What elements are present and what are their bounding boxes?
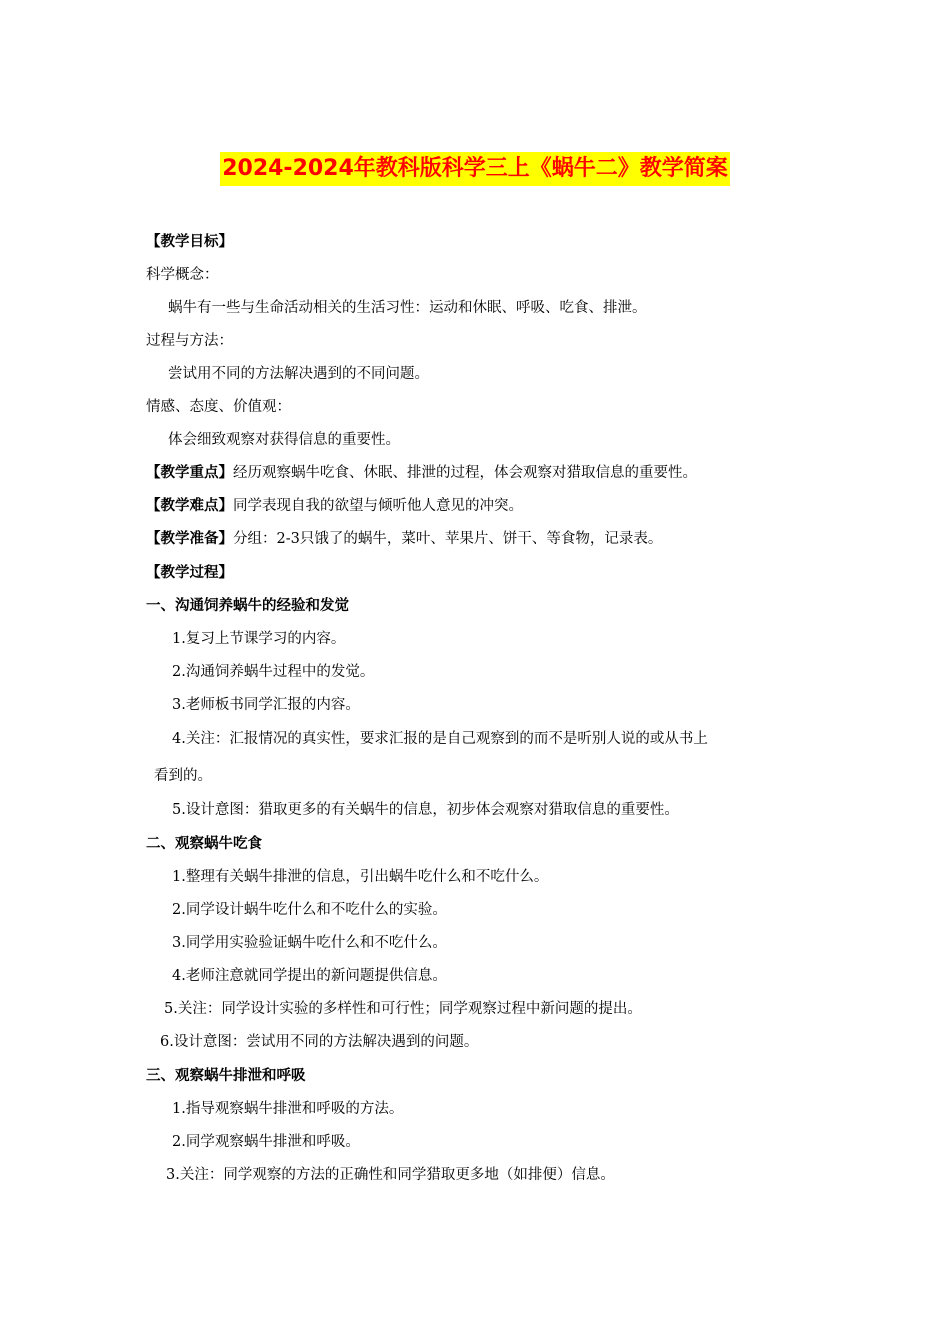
list-item: 1.复习上节课学习的内容。 bbox=[172, 631, 346, 647]
list-item: 4.关注：汇报情况的真实性，要求汇报的是自己观察到的而不是听别人说的或从书上 bbox=[172, 731, 708, 747]
method-text: 尝试用不同的方法解决遇到的不同问题。 bbox=[168, 366, 429, 382]
concept-label: 科学概念： bbox=[146, 267, 219, 283]
section1-heading: 一、沟通饲养蜗牛的经验和发觉 bbox=[146, 598, 349, 614]
key-point-text: 经历观察蜗牛吃食、休眠、排泄的过程，体会观察对猎取信息的重要性。 bbox=[233, 465, 697, 481]
concept-text: 蜗牛有一些与生命活动相关的生活习性：运动和休眠、呼吸、吃食、排泄。 bbox=[168, 300, 647, 316]
process-heading: 【教学过程】 bbox=[146, 565, 233, 581]
list-item: 2.同学设计蜗牛吃什么和不吃什么的实验。 bbox=[172, 902, 447, 918]
section2-heading: 二、观察蜗牛吃食 bbox=[146, 836, 262, 852]
key-point-label: 【教学重点】 bbox=[146, 465, 233, 481]
difficulty-label: 【教学难点】 bbox=[146, 498, 233, 514]
method-label: 过程与方法： bbox=[146, 333, 233, 349]
list-item: 5.设计意图：猎取更多的有关蜗牛的信息，初步体会观察对猎取信息的重要性。 bbox=[172, 802, 679, 818]
attitude-label: 情感、态度、价值观： bbox=[146, 399, 291, 415]
preparation-line bbox=[146, 529, 662, 549]
list-item: 2.沟通饲养蜗牛过程中的发觉。 bbox=[172, 664, 375, 680]
list-item: 看到的。 bbox=[154, 768, 212, 784]
list-item: 3.老师板书同学汇报的内容。 bbox=[172, 697, 360, 713]
attitude-text: 体会细致观察对获得信息的重要性。 bbox=[168, 432, 400, 448]
goals-heading: 【教学目标】 bbox=[146, 234, 233, 250]
list-item: 6.设计意图：尝试用不同的方法解决遇到的问题。 bbox=[160, 1034, 479, 1050]
list-item: 1.指导观察蜗牛排泄和呼吸的方法。 bbox=[172, 1101, 404, 1117]
list-item: 5.关注：同学设计实验的多样性和可行性；同学观察过程中新问题的提出。 bbox=[164, 1001, 642, 1017]
document-title: 2024-2024年教科版科学三上《蜗牛二》教学简案 bbox=[220, 152, 730, 186]
preparation-label: 【教学准备】 bbox=[146, 531, 233, 547]
title-container bbox=[0, 152, 950, 186]
list-item: 1.整理有关蜗牛排泄的信息，引出蜗牛吃什么和不吃什么。 bbox=[172, 869, 549, 885]
section3-heading: 三、观察蜗牛排泄和呼吸 bbox=[146, 1068, 306, 1084]
key-point-line bbox=[146, 463, 697, 483]
list-item: 4.老师注意就同学提出的新问题提供信息。 bbox=[172, 968, 447, 984]
difficulty-text: 同学表现自我的欲望与倾听他人意见的冲突。 bbox=[233, 498, 523, 514]
list-item: 2.同学观察蜗牛排泄和呼吸。 bbox=[172, 1134, 360, 1150]
list-item: 3.同学用实验验证蜗牛吃什么和不吃什么。 bbox=[172, 935, 447, 951]
list-item: 3.关注：同学观察的方法的正确性和同学猎取更多地（如排便）信息。 bbox=[166, 1167, 615, 1183]
preparation-text: 分组：2-3只饿了的蜗牛，菜叶、苹果片、饼干、等食物，记录表。 bbox=[233, 531, 663, 547]
difficulty-line bbox=[146, 496, 523, 516]
